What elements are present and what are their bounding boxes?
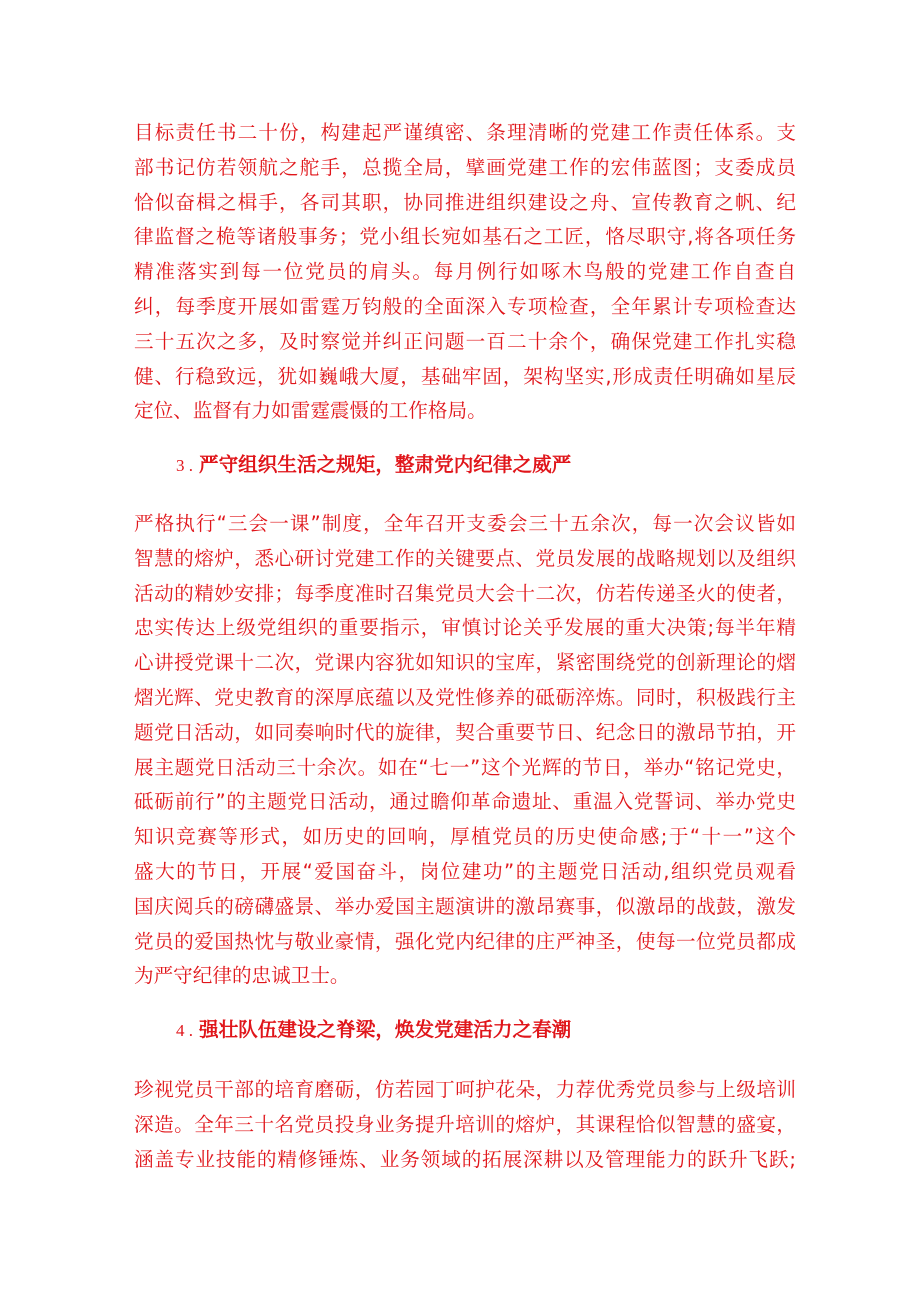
text-line: 深造。全年三十名党员投身业务提升培训的熔炉，其课程恰似智慧的盛宴，: [134, 1112, 796, 1136]
text-line: 熠光辉、党史教育的深厚底蕴以及党性修养的砥砺淬炼。同时，积极践行主: [134, 685, 796, 709]
text-line: 党员的爱国热忱与敬业豪情，强化党内纪律的庄严神圣，使每一位党员都成: [134, 929, 796, 953]
text-line: 国庆阅兵的磅礴盛景、举办爱国主题演讲的激昂赛事，似激昂的战鼓，激发: [134, 894, 796, 918]
text-line: 砥砺前行”的主题党日活动，通过瞻仰革命遗址、重温入党誓词、举办党史: [134, 790, 796, 814]
paragraph-responsibility-system: [134, 116, 796, 429]
text-line: 定位、监督有力如雷霆震慑的工作格局。: [134, 399, 487, 423]
section-number: 3 .: [176, 456, 193, 475]
text-line: 展主题党日活动三十余次。如在“七一”这个光辉的节日，举办“铭记党史，: [134, 755, 796, 779]
section-title: 严守组织生活之规矩，整肃党内纪律之威严: [199, 453, 572, 476]
text-line: 智慧的熔炉，悉心研讨党建工作的关键要点、党员发展的战略规划以及组织: [134, 546, 796, 570]
text-line: 知识竞赛等形式，如历史的回响，厚植党员的历史使命感;于“十一”这个: [134, 825, 796, 849]
section-heading-3: [176, 447, 571, 483]
text-line: 盛大的节日，开展“爱国奋斗，岗位建功”的主题党日活动,组织党员观看: [134, 859, 796, 883]
text-line: 律监督之桅等诸般事务；党小组长宛如基石之工匠，恪尽职守,将各项任务: [134, 225, 796, 249]
text-line: 珍视党员干部的培育磨砺，仿若园丁呵护花朵，力荐优秀党员参与上级培训: [134, 1078, 796, 1101]
text-line: 纠，每季度开展如雷霆万钧般的全面深入专项检查，全年累计专项检查达: [134, 294, 796, 318]
paragraph-team-building: [134, 1073, 796, 1177]
text-line: 部书记仿若领航之舵手，总揽全局，擘画党建工作的宏伟蓝图；支委成员: [134, 155, 796, 179]
text-line: 涵盖专业技能的精修锤炼、业务领域的拓展深耕以及管理能力的跃升飞跃;: [134, 1147, 796, 1171]
text-line: 题党日活动，如同奏响时代的旋律，契合重要节日、纪念日的激昂节拍，开: [134, 720, 796, 744]
text-line: 三十五次之多，及时察觉并纠正问题一百二十余个，确保党建工作扎实稳: [134, 329, 796, 353]
text-line: 心讲授党课十二次，党课内容犹如知识的宝库，紧密围绕党的创新理论的熠: [134, 651, 796, 675]
text-line: 目标责任书二十份，构建起严谨缜密、条理清晰的党建工作责任体系。支: [134, 121, 796, 144]
text-line: 为严守纪律的忠诚卫士。: [134, 964, 350, 988]
text-line: 健、行稳致远，犹如巍峨大厦，基础牢固，架构坚实,形成责任明确如星辰: [134, 364, 796, 388]
text-line: 恰似奋楫之楫手，各司其职，协同推进组织建设之舟、宣传教育之帆、纪: [134, 190, 796, 214]
section-heading-4: [176, 1012, 571, 1048]
text-line: 忠实传达上级党组织的重要指示，审慎讨论关乎发展的重大决策;每半年精: [134, 616, 796, 640]
text-line: 活动的精妙安排；每季度准时召集党员大会十二次，仿若传递圣火的使者，: [134, 581, 796, 605]
text-line: 严格执行“三会一课”制度，全年召开支委会三十五余次，每一次会议皆如: [134, 512, 796, 535]
section-title: 强壮队伍建设之脊梁，焕发党建活力之春潮: [199, 1018, 572, 1041]
text-line: 精准落实到每一位党员的肩头。每月例行如啄木鸟般的党建工作自查自: [134, 260, 796, 284]
paragraph-organizational-life: [134, 507, 796, 994]
section-number: 4 .: [176, 1021, 193, 1040]
